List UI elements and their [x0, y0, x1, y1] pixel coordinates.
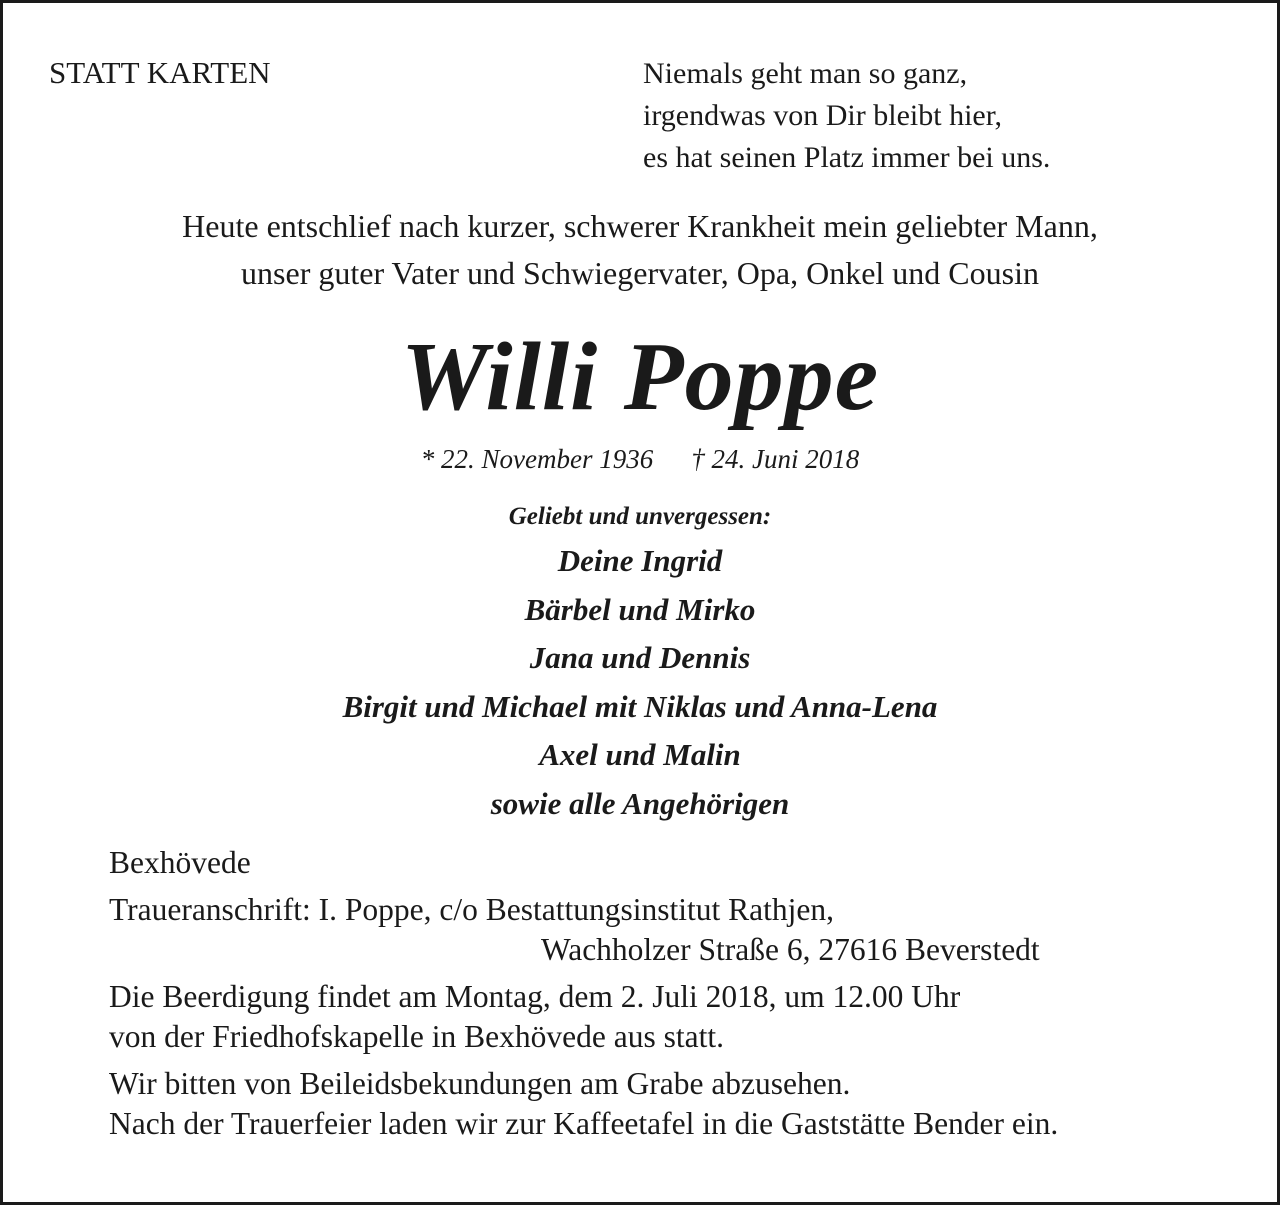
mourning-address-street: Wachholzer Straße 6, 27616 Beverstedt [541, 932, 1040, 967]
mourner-entry: Bärbel und Mirko [524, 591, 756, 627]
statt-karten-label: STATT KARTEN [49, 55, 271, 90]
poem-line: irgendwas von Dir bleibt hier, [643, 99, 1003, 132]
mourner-entry: Deine Ingrid [557, 543, 723, 578]
deceased-name: Willi Poppe [400, 323, 880, 431]
funeral-info: Die Beerdigung findet am Montag, dem 2. Juli 2018, um 12.00 Uhr [109, 979, 961, 1014]
memorial-poem [643, 53, 1050, 179]
announcement-line: Heute entschlief nach kurzer, schwerer Krankheit mein geliebter Mann, [182, 208, 1098, 244]
poem-line: es hat seinen Platz immer bei uns. [643, 141, 1051, 174]
life-dates [3, 444, 1277, 475]
mourner-entry: Jana und Dennis [529, 640, 751, 675]
reception-note: Nach der Trauerfeier laden wir zur Kaffeetafel in die Gaststätte Bender ein. [109, 1106, 1059, 1141]
funeral-info: von der Friedhofskapelle in Bexhövede aus statt. [109, 1019, 724, 1054]
birth-date: * 22. November 1936 [420, 444, 654, 474]
mourner-entry: Axel und Malin [539, 737, 741, 772]
mourners-heading: Geliebt und unvergessen: [508, 503, 772, 530]
condolence-note: Wir bitten von Beileidsbekundungen am Grabe abzusehen. [109, 1066, 851, 1101]
mourner-entry: sowie alle Angehörigen [490, 785, 790, 821]
death-announcement [3, 203, 1277, 297]
mourning-address: Traueranschrift: I. Poppe, c/o Bestattungsinstitut Rathjen, [109, 892, 834, 927]
place-name: Bexhövede [109, 845, 251, 880]
poem-line: Niemals geht man so ganz, [643, 57, 968, 90]
announcement-line: unser guter Vater und Schwiegervater, Opa, Onkel und Cousin [241, 255, 1039, 291]
mourners-list [3, 537, 1277, 828]
mourner-entry: Birgit und Michael mit Niklas und Anna-Lena [342, 688, 938, 724]
funeral-details [109, 843, 1058, 1144]
death-date: † 24. Juni 2018 [691, 444, 860, 474]
